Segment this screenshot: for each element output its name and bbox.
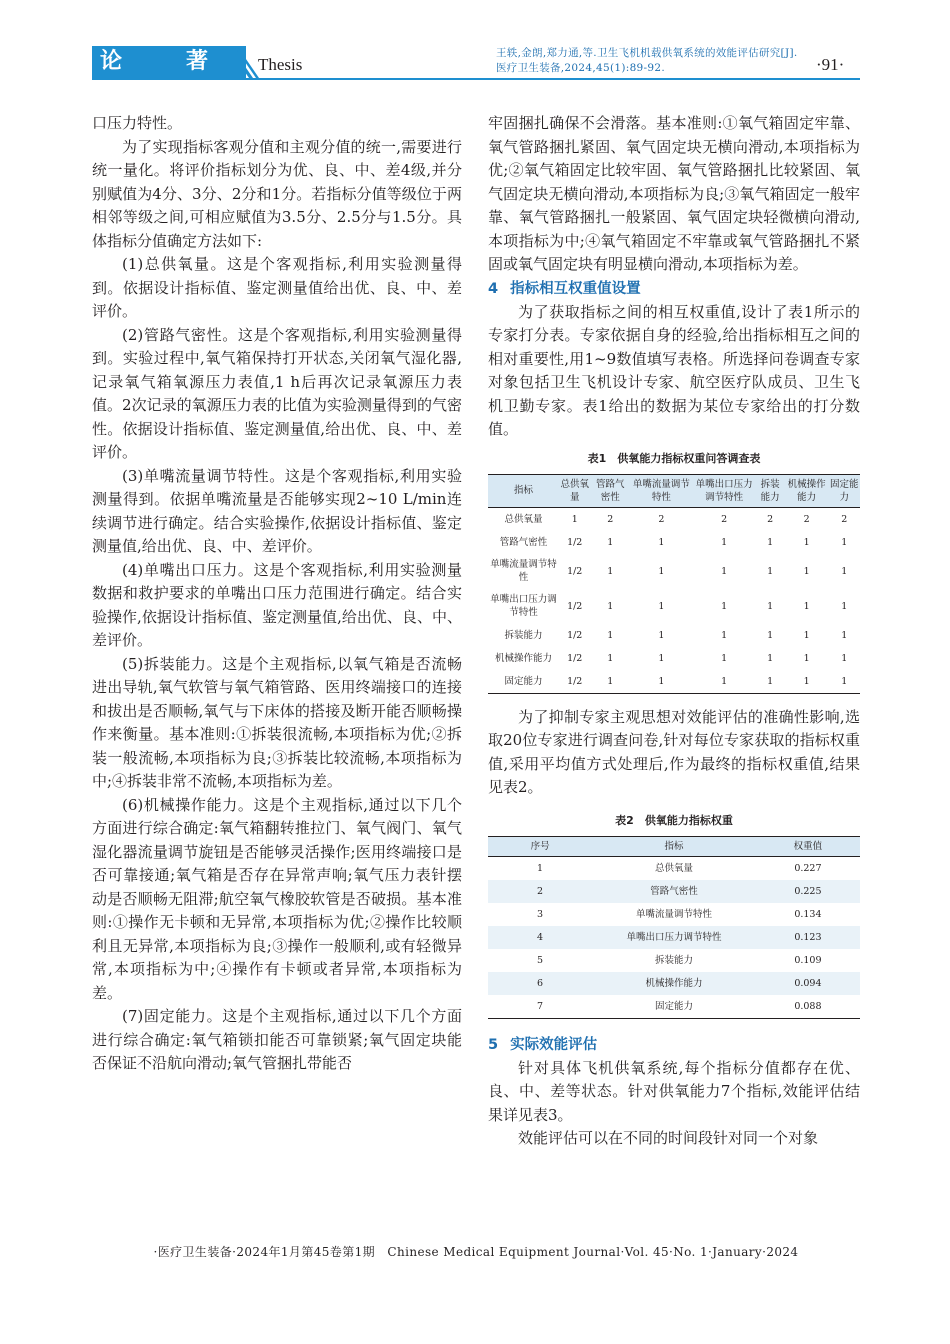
table-cell: 1 (571, 513, 578, 525)
table-cell: 2 (841, 513, 848, 525)
table-cell: 1 (829, 670, 860, 694)
table-cell: 单嘴出口压力调节特性 (626, 931, 722, 943)
table-cell: 1 (755, 670, 784, 694)
paragraph: 牢固捆扎确保不会滑落。基本准则:①氧气箱固定牢靠、氧气管路捆扎紧固、氧气固定块无横向滑动,本项指标为优;②氧气箱固定比较牢固、氧气管路捆扎比较紧固、氧气固定块无横向滑动,本项指标为良;③氧气箱固定一般牢靠、氧气管路捆扎一般紧固、氧气固定块轻微横向滑动,本项指标为中;④氧气箱固定不牢靠或氧气管路捆扎不紧固或氧气固定块有明显横向滑动,本项指标为差。 (488, 114, 860, 273)
table-cell: 1 (721, 652, 728, 664)
table-cell: 1 (767, 536, 774, 548)
section-title: 实际效能评估 (510, 1036, 598, 1053)
table2 (488, 836, 860, 1019)
right-column (488, 112, 860, 1151)
table-cell: 1 (803, 565, 810, 577)
table1-header-cell: 拆装能力 (760, 478, 780, 503)
citation-line-2: 医疗卫生装备,2024,45(1):89-92. (496, 62, 665, 74)
table-cell: 单嘴流量调节特性 (635, 908, 712, 920)
table2-caption: 表2 供氧能力指标权重 (615, 813, 733, 827)
table-cell: 1 (841, 652, 848, 664)
table-cell: 1/2 (567, 565, 583, 577)
table1-header-cell: 固定能力 (830, 478, 859, 503)
table-cell: 总供氧量 (504, 513, 543, 525)
table-cell: 1/2 (567, 600, 583, 612)
table-cell: 1 (803, 536, 810, 548)
section-label-english: Thesis (258, 55, 303, 74)
header-stripes-decoration (216, 46, 260, 78)
table-cell: 1/2 (567, 652, 583, 664)
table-cell: 管路气密性 (650, 885, 698, 897)
table-cell: 总供氧量 (654, 862, 693, 874)
table-cell: 1 (607, 629, 614, 641)
table-cell: 2 (803, 513, 810, 525)
table1-caption: 表1 供氧能力指标权重问答调查表 (587, 451, 761, 465)
paragraph: (7)固定能力。这是个主观指标,通过以下几个方面进行综合确定:氧气箱锁扣能否可靠锁紧;氧气固定块能否保证不沿航向滑动;氧气管捆扎带能否 (92, 1007, 462, 1072)
left-column (92, 112, 462, 1076)
table-cell: 1 (841, 629, 848, 641)
table-cell: 1 (721, 629, 728, 641)
table-row (488, 507, 860, 531)
paragraph: (6)机械操作能力。这是个主观指标,通过以下几个方面进行综合确定:氧气箱翻转推拉门、氧气阀门、氧气湿化器流量调节旋钮是否能够灵活操作;医用终端接口是否可靠接通;氧气箱是否存在异常声响;氧气压力表针摆动是否顺畅无阻滞;航空氧气橡胶软管是否破损。基本准则:①操作无卡顿和无异常,本项指标为优;②操作比较顺利且无异常,本项指标为良;③操作一般顺利,或有轻微异常,本项指标为中;④操作有卡顿或者异常,本项指标为差。 (92, 795, 462, 1002)
table-cell: 1 (658, 652, 665, 664)
table-cell: 单嘴流量调节特性 (490, 559, 557, 583)
table-cell: 1 (767, 565, 774, 577)
section-title: 指标相互权重值设置 (510, 280, 641, 297)
table-cell: 拆装能力 (504, 629, 543, 641)
table-cell: 1 (721, 536, 728, 548)
table-cell: 5 (537, 954, 544, 966)
paragraph: (3)单嘴流量调节特性。这是个客观指标,利用实验测量得到。依据单嘴流量是否能够实现2~10 L/min连续调节进行确定。结合实验操作,依据设计指标值、鉴定测量值,给出优、良、中、差评价。 (92, 466, 462, 555)
section-label-char2: 著 (186, 49, 209, 74)
table-row (488, 531, 860, 554)
paragraph: 为了抑制专家主观思想对效能评估的准确性影响,选取20位专家进行调查问卷,针对每位专家获取的指标权重值,采用平均值方式处理后,作为最终的指标权重值,结果见表2。 (488, 707, 860, 796)
table-cell: 2 (767, 513, 774, 525)
table-cell: 0.134 (794, 908, 822, 920)
table-row (488, 647, 860, 670)
table-cell: 0.094 (794, 977, 822, 989)
table-cell: 1 (607, 652, 614, 664)
table-row (488, 589, 860, 624)
paragraph: (4)单嘴出口压力。这是个客观指标,利用实验测量数据和救护要求的单嘴出口压力范围进行确定。结合实验操作,依据设计指标值、鉴定测量值,给出优、良、中、差评价。 (92, 560, 462, 649)
table-cell: 2 (537, 885, 544, 897)
table-row (488, 995, 860, 1019)
table-cell: 7 (488, 995, 592, 1019)
table2-header-cell: 指标 (664, 840, 684, 852)
table1 (488, 474, 860, 694)
table-cell: 1 (607, 536, 614, 548)
table-cell: 0.227 (794, 862, 822, 874)
table-cell: 3 (537, 908, 544, 920)
paragraph: 口压力特性。 (92, 114, 183, 132)
paragraph: 为了实现指标客观分值和主观分值的统一,需要进行统一量化。将评价指标划分为优、良、中、差4级,并分别赋值为4分、3分、2分和1分。若指标分值等级位于两相邻等级之间,可相应赋值为3.5分、2.5分与1.5分。具体指标分值确定方法如下: (92, 137, 462, 250)
table-cell: 1 (658, 536, 665, 548)
table1-header-cell: 管路气密性 (595, 478, 625, 503)
section-heading-4 (488, 277, 860, 301)
table-cell: 1 (607, 565, 614, 577)
table-cell: 1 (607, 600, 614, 612)
table1-header-cell: 单嘴流量调节特性 (632, 478, 690, 503)
table-row (488, 880, 860, 903)
table-cell: 0.109 (794, 954, 822, 966)
table2-header-cell: 序号 (530, 840, 550, 852)
table-cell: 1 (721, 565, 728, 577)
citation-line-1: 王轶,金朗,郑力通,等.卫生飞机机载供氧系统的效能评估研究[J]. (496, 47, 798, 59)
table-cell: 机械操作能力 (645, 977, 703, 989)
table-cell: 固定能力 (488, 670, 559, 694)
table-cell: 4 (537, 931, 544, 943)
table-cell: 0.088 (756, 995, 860, 1019)
table-cell: 1 (590, 670, 630, 694)
table-cell: 1 (841, 536, 848, 548)
citation (496, 46, 826, 76)
table-cell: 拆装能力 (654, 954, 693, 966)
page-number: ·91· (816, 55, 845, 74)
paragraph: (2)管路气密性。这是个客观指标,利用实验测量得到。实验过程中,氧气箱保持打开状态,关闭氧气湿化器,记录氧气箱氧源压力表值,1 h后再次记录氧源压力表值。2次记录的氧源压力表的比值为实验测量得到的气密性。依据设计指标值、鉴定测量值,给出优、良、中、差评价。 (92, 325, 462, 461)
section-label-char1: 论 (100, 49, 123, 74)
table-cell: 0.123 (794, 931, 822, 943)
paragraph: (1)总供氧量。这是个客观指标,利用实验测量得到。依据设计指标值、鉴定测量值给出优、良、中、差评价。 (92, 255, 462, 320)
table2-header-row (488, 836, 860, 856)
table2-header-cell: 权重值 (793, 840, 823, 852)
table-cell: 2 (607, 513, 614, 525)
table-cell: 1 (658, 600, 665, 612)
table1-header-cell: 指标 (514, 485, 534, 496)
table-cell: 1 (767, 652, 774, 664)
table-row (488, 856, 860, 880)
table-cell: 1 (841, 600, 848, 612)
section-number: 5 (488, 1036, 499, 1053)
table-row (488, 554, 860, 589)
table-cell: 1 (658, 629, 665, 641)
table-cell: 2 (721, 513, 728, 525)
table-cell: 1/2 (567, 536, 583, 548)
table-cell: 1 (630, 670, 693, 694)
table-cell: 1 (767, 600, 774, 612)
table-cell: 6 (537, 977, 544, 989)
table-row (488, 972, 860, 995)
header-rule (92, 78, 860, 80)
paragraph: 效能评估可以在不同的时间段针对同一个对象 (518, 1129, 819, 1147)
table1-header-row (488, 474, 860, 507)
table-cell: 单嘴出口压力调节特性 (490, 594, 557, 618)
table-row (488, 624, 860, 647)
journal-footer: ·医疗卫生装备·2024年1月第45卷第1期 Chinese Medical Equipment Journal·Vol. 45·No. 1·January·2024 (153, 1245, 799, 1259)
paragraph: (5)拆装能力。这是个主观指标,以氧气箱是否流畅进出导轨,氧气软管与氧气箱管路、医用终端接口的连接和拔出是否顺畅,氧气与下床体的搭接及断开能否顺畅操作来衡量。基本准则:①拆装很流畅,本项指标为优;②拆装一般流畅,本项指标为良;③拆装比较流畅,本项指标为中;④拆装非常不流畅,本项指标为差。 (92, 654, 462, 790)
paragraph: 为了获取指标之间的相互权重值,设计了表1所示的专家打分表。专家依据自身的经验,给出指标相互之间的相对重要性,用1~9数值填写表格。所选择问卷调查专家对象包括卫生飞机设计专家、航空医疗队成员、卫生飞机卫勤专家。表1给出的数据为某位专家给出的打分数值。 (488, 302, 860, 438)
section-number: 4 (488, 280, 499, 297)
table-cell: 1/2 (559, 670, 590, 694)
table-cell: 1 (803, 629, 810, 641)
table-cell: 管路气密性 (499, 536, 548, 548)
table-cell: 1 (767, 629, 774, 641)
table-cell: 1 (803, 652, 810, 664)
table-cell: 1 (785, 670, 829, 694)
table-cell: 1 (693, 670, 756, 694)
section-heading-5 (488, 1033, 860, 1057)
table-cell: 固定能力 (592, 995, 756, 1019)
table-cell: 1 (537, 862, 544, 874)
table-cell: 1/2 (567, 629, 583, 641)
table1-header-cell: 机械操作能力 (787, 478, 826, 503)
table1-header-cell: 单嘴出口压力调节特性 (695, 478, 753, 503)
table-cell: 1 (841, 565, 848, 577)
table-cell: 0.225 (794, 885, 822, 897)
table-cell: 1 (658, 565, 665, 577)
table-cell: 1 (803, 600, 810, 612)
table1-header-cell: 总供氧量 (560, 478, 589, 503)
table-cell: 机械操作能力 (495, 652, 553, 664)
table-cell: 1 (721, 600, 728, 612)
paragraph: 针对具体飞机供氧系统,每个指标分值都存在优、良、中、差等状态。针对供氧能力7个指标,效能评估结果详见表3。 (488, 1058, 860, 1124)
table-row (488, 949, 860, 972)
table-row (488, 903, 860, 926)
table-row (488, 926, 860, 949)
table-cell: 2 (658, 513, 665, 525)
table-row (488, 670, 860, 694)
